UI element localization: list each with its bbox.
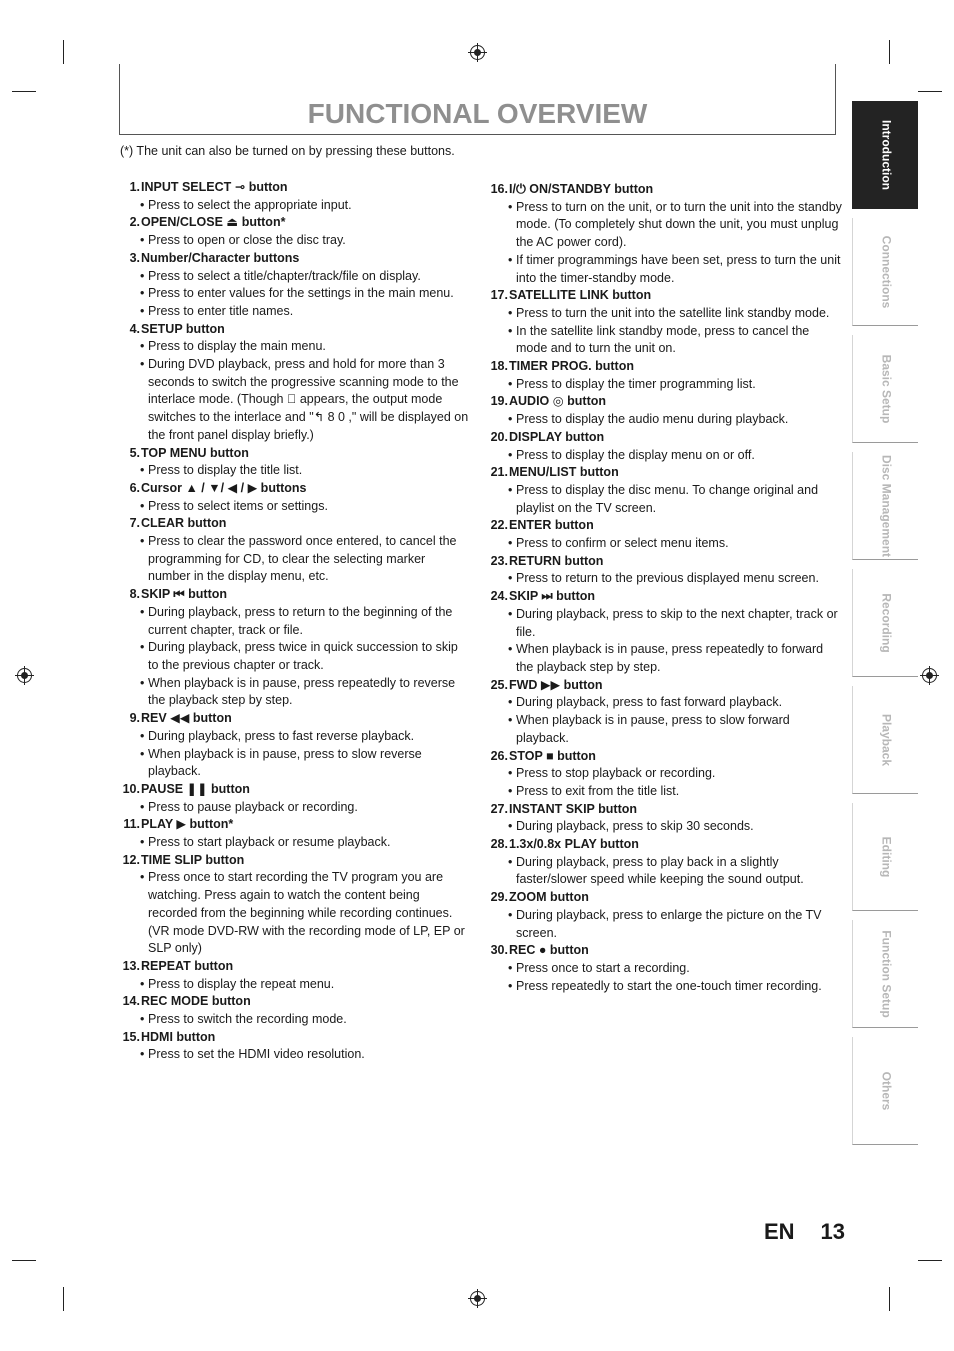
item-title: REV ◀◀ button [141, 711, 232, 726]
item-title: PLAY ▶ button* [141, 817, 234, 832]
item-title: FWD ▶▶ button [509, 677, 603, 692]
function-item-heading [119, 816, 469, 834]
item-number: 11. [123, 817, 140, 832]
item-number: 9. [129, 711, 140, 726]
function-item-heading [119, 781, 469, 799]
item-title: Number/Character buttons [141, 250, 300, 265]
function-item-heading [119, 993, 469, 1011]
crop-mark [918, 91, 942, 92]
function-item [119, 781, 469, 816]
function-item [119, 179, 469, 214]
section-tab-label: Others [879, 1071, 893, 1110]
bullet-text: • In the satellite link standby mode, press to cancel the mode and to turn the unit on. [508, 323, 842, 358]
bullet-text: • When playback is in pause, press repeatedly to forward the playback step by step. [508, 641, 842, 676]
item-title: CLEAR button [141, 516, 227, 531]
function-item-heading [119, 214, 469, 232]
item-title: INPUT SELECT ⊸ button [141, 180, 288, 194]
registration-mark-icon [17, 668, 32, 683]
item-bullets [487, 482, 842, 517]
function-item [487, 836, 842, 889]
function-item-heading [119, 710, 469, 728]
item-number: 8. [129, 587, 140, 602]
item-number: 24. [490, 589, 508, 604]
function-item-heading [487, 181, 842, 199]
item-bullets [119, 197, 469, 215]
bullet-text: • Press once to start recording the TV program you are watching. Press again to watch the content being recorded from the beginning while recording continues. (VR mode DVD-RW with the recording mode of LP, EP or SLP only) [140, 869, 469, 958]
function-item [119, 214, 469, 249]
item-title: REC ● button [509, 943, 589, 958]
section-tab [852, 101, 918, 209]
item-number: 2. [129, 215, 140, 230]
crop-mark [12, 91, 36, 92]
bullet-text: • Press to start playback or resume playback. [140, 834, 469, 852]
function-item-heading [487, 801, 842, 819]
section-tab-label: Introduction [879, 119, 893, 190]
item-bullets [119, 1046, 469, 1064]
item-bullets [119, 1011, 469, 1029]
item-bullets [487, 694, 842, 747]
bullet-text: • Press to confirm or select menu items. [508, 535, 842, 553]
item-number: 21. [490, 465, 508, 480]
title-box [119, 64, 836, 135]
item-number: 5. [129, 445, 140, 460]
function-item [487, 464, 842, 517]
bullet-text: • If timer programmings have been set, press to turn the unit into the timer-standby mode. [508, 252, 842, 287]
item-title: REC MODE button [141, 994, 251, 1009]
function-item [119, 852, 469, 958]
function-item-heading [119, 480, 469, 498]
section-tab [852, 1037, 918, 1145]
crop-mark [889, 1287, 890, 1311]
function-item [119, 250, 469, 321]
item-bullets [487, 606, 842, 677]
function-item-heading [487, 429, 842, 447]
item-number: 15. [122, 1029, 140, 1044]
function-item-heading [119, 250, 469, 268]
bullet-text: • During playback, press to fast forward playback. [508, 694, 842, 712]
item-bullets [119, 799, 469, 817]
item-bullets [119, 232, 469, 250]
bullet-text: • Press to enter values for the settings in the main menu. [140, 285, 469, 303]
crop-mark [889, 40, 890, 64]
item-bullets [487, 854, 842, 889]
section-tab-label: Editing [879, 836, 893, 877]
function-item [119, 515, 469, 586]
bullet-text: • Press to turn the unit into the satellite link standby mode. [508, 305, 842, 323]
item-title: TIMER PROG. button [509, 359, 634, 374]
item-number: 12. [122, 852, 140, 867]
item-title: MENU/LIST button [509, 465, 619, 480]
page-number: 13 [820, 1219, 845, 1244]
function-item-heading [119, 958, 469, 976]
section-tab-label: Recording [879, 592, 893, 653]
function-item-heading [487, 517, 842, 535]
bullet-text: • Press to display the timer programming list. [508, 376, 842, 394]
function-item-heading [487, 889, 842, 907]
language-label: EN [763, 1219, 795, 1244]
item-title: HDMI button [141, 1029, 216, 1044]
bullet-text: • Press to enter title names. [140, 303, 469, 321]
function-item [487, 677, 842, 748]
item-bullets [487, 376, 842, 394]
item-number: 22. [490, 518, 508, 533]
bullet-text: • During playback, press to play back in a slightly faster/slower speed while keeping the sound output. [508, 854, 842, 889]
bullet-text: • During playback, press to skip to the next chapter, track or file. [508, 606, 842, 641]
function-item [487, 889, 842, 942]
section-tabs [852, 101, 918, 1154]
item-bullets [487, 535, 842, 553]
item-title: REPEAT button [141, 958, 234, 973]
function-item [487, 801, 842, 836]
crop-mark [918, 1260, 942, 1261]
function-item [487, 553, 842, 588]
item-number: 13. [122, 958, 140, 973]
item-bullets [119, 498, 469, 516]
function-item [119, 480, 469, 515]
item-bullets [119, 268, 469, 321]
bullet-text: • Press to display the title list. [140, 462, 469, 480]
function-item [119, 586, 469, 710]
item-number: 30. [490, 943, 508, 958]
bullet-text: • During playback, press to skip 30 seconds. [508, 818, 842, 836]
function-item-heading [119, 1029, 469, 1047]
function-item-heading [487, 464, 842, 482]
item-bullets [487, 199, 842, 288]
item-bullets [119, 533, 469, 586]
right-column [487, 181, 842, 995]
bullet-text: • During playback, press twice in quick succession to skip to the previous chapter or track. [140, 639, 469, 674]
section-tab-label: Function Setup [879, 929, 893, 1018]
section-tab [852, 686, 918, 794]
item-title: ZOOM button [509, 890, 589, 905]
bullet-text: • Press to display the disc menu. To change original and playlist on the TV screen. [508, 482, 842, 517]
section-tab [852, 920, 918, 1028]
bullet-text: • Press repeatedly to start the one-touch timer recording. [508, 978, 842, 996]
bullet-text: • Press to switch the recording mode. [140, 1011, 469, 1029]
item-title: OPEN/CLOSE ⏏ button* [141, 215, 286, 230]
function-item-heading [119, 445, 469, 463]
function-item-heading [487, 553, 842, 571]
function-item [119, 958, 469, 993]
registration-mark-icon [922, 668, 937, 683]
bullet-text: • Press to stop playback or recording. [508, 765, 842, 783]
function-item-heading [119, 586, 469, 604]
bullet-text: • Press to display the display menu on or off. [508, 447, 842, 465]
section-tab-label: Disc Management [879, 454, 893, 557]
item-number: 27. [490, 801, 508, 816]
item-title: PAUSE ❚❚ button [141, 781, 250, 796]
section-tab-label: Basic Setup [879, 354, 893, 423]
section-tab-label: Playback [879, 713, 893, 766]
bullet-text: • When playback is in pause, press repeatedly to reverse the playback step by step. [140, 675, 469, 710]
item-number: 25. [490, 677, 508, 692]
section-tab [852, 803, 918, 911]
item-number: 10. [122, 781, 140, 796]
bullet-text: • Press to select the appropriate input. [140, 197, 469, 215]
item-bullets [119, 728, 469, 781]
item-title: SETUP button [141, 321, 225, 336]
item-title: STOP ■ button [509, 748, 596, 763]
item-number: 23. [490, 553, 508, 568]
item-number: 6. [129, 480, 140, 495]
item-bullets [487, 818, 842, 836]
function-item-heading [487, 836, 842, 854]
bullet-text: • Press to clear the password once entered, to cancel the programming for CD, to clear the selecting marker number in the display menu, etc. [140, 533, 469, 586]
function-item [487, 181, 842, 287]
item-bullets [119, 462, 469, 480]
bullet-text: • Press to set the HDMI video resolution. [140, 1046, 469, 1064]
item-number: 18. [490, 359, 508, 374]
registration-mark-icon [470, 45, 485, 60]
item-number: 16. [490, 182, 508, 196]
bullet-text: • Press to display the main menu. [140, 338, 469, 356]
bullet-text: • Press to return to the previous displayed menu screen. [508, 570, 842, 588]
page-title: FUNCTIONAL OVERVIEW [307, 98, 648, 129]
bullet-text: • Press to select a title/chapter/track/file on display. [140, 268, 469, 286]
item-number: 20. [490, 429, 508, 444]
item-title: SATELLITE LINK button [509, 288, 652, 303]
item-number: 19. [490, 394, 508, 409]
item-title: I/⏻ ON/STANDBY button [509, 182, 654, 196]
item-number: 14. [122, 994, 140, 1009]
function-item [487, 942, 842, 995]
item-bullets [487, 447, 842, 465]
bullet-text: • Press to pause playback or recording. [140, 799, 469, 817]
function-item-heading [487, 287, 842, 305]
item-title: Cursor ▲ / ▼/ ◀ / ▶ buttons [141, 480, 307, 495]
registration-mark-icon [470, 1291, 485, 1306]
section-tab [852, 335, 918, 443]
bullet-text: • Press to select items or settings. [140, 498, 469, 516]
function-item [487, 748, 842, 801]
item-title: SKIP ⏭ button [509, 589, 596, 604]
crop-mark [63, 1287, 64, 1311]
crop-mark [12, 1260, 36, 1261]
item-number: 7. [129, 516, 140, 531]
bullet-text: • During playback, press to enlarge the picture on the TV screen. [508, 907, 842, 942]
function-item-heading [487, 588, 842, 606]
item-title: AUDIO ◎ button [509, 394, 606, 409]
function-item-heading [487, 942, 842, 960]
item-number: 26. [490, 748, 508, 763]
page-footer [764, 1219, 845, 1245]
item-number: 4. [129, 321, 140, 336]
item-title: DISPLAY button [509, 429, 605, 444]
item-title: 1.3x/0.8x PLAY button [509, 837, 639, 852]
section-tab [852, 452, 918, 560]
bullet-text: • When playback is in pause, press to slow reverse playback. [140, 746, 469, 781]
item-bullets [487, 411, 842, 429]
item-bullets [487, 960, 842, 995]
function-item [119, 710, 469, 781]
function-item [487, 517, 842, 552]
function-item [119, 993, 469, 1028]
power-on-note: (*) The unit can also be turned on by pressing these buttons. [120, 144, 455, 158]
crop-mark [63, 40, 64, 64]
item-bullets [487, 907, 842, 942]
item-title: SKIP ⏮ button [141, 587, 228, 602]
item-bullets [119, 869, 469, 958]
item-title: INSTANT SKIP button [509, 801, 637, 816]
function-item [119, 321, 469, 445]
left-column [119, 179, 469, 1064]
bullet-text: • Press to display the repeat menu. [140, 976, 469, 994]
item-bullets [119, 834, 469, 852]
item-number: 17. [490, 288, 508, 303]
item-title: TIME SLIP button [141, 852, 245, 867]
function-item-heading [487, 748, 842, 766]
function-item [487, 429, 842, 464]
section-tab [852, 569, 918, 677]
item-number: 28. [490, 837, 508, 852]
function-item-heading [487, 393, 842, 411]
item-bullets [487, 305, 842, 358]
function-item [487, 393, 842, 428]
bullet-text: • Press to display the audio menu during playback. [508, 411, 842, 429]
section-tab-label: Connections [879, 235, 893, 308]
function-item [119, 1029, 469, 1064]
function-item-heading [487, 677, 842, 695]
function-item [119, 445, 469, 480]
function-item-heading [119, 179, 469, 197]
item-number: 3. [129, 250, 140, 265]
item-bullets [119, 338, 469, 444]
function-item-heading [487, 358, 842, 376]
item-bullets [487, 765, 842, 800]
function-item-heading [119, 852, 469, 870]
function-item [119, 816, 469, 851]
bullet-text: • During DVD playback, press and hold for more than 3 seconds to switch the progressive scanning mode to the interlace mode. (Though ⃠ appears, the output mode switches to the interlace and "↰ 8 0 ," will be displayed on the front panel display briefly.) [140, 356, 469, 445]
bullet-text: • When playback is in pause, press to slow forward playback. [508, 712, 842, 747]
function-item [487, 588, 842, 677]
item-bullets [119, 604, 469, 710]
bullet-text: • Press once to start a recording. [508, 960, 842, 978]
bullet-text: • Press to open or close the disc tray. [140, 232, 469, 250]
function-item-heading [119, 321, 469, 339]
function-item-heading [119, 515, 469, 533]
item-title: RETURN button [509, 553, 604, 568]
item-number: 29. [490, 890, 508, 905]
item-title: TOP MENU button [141, 445, 249, 460]
section-tab [852, 218, 918, 326]
item-bullets [487, 570, 842, 588]
bullet-text: • Press to turn on the unit, or to turn the unit into the standby mode. (To completely shut down the unit, you must unplug the AC power cord). [508, 199, 842, 252]
bullet-text: • During playback, press to fast reverse playback. [140, 728, 469, 746]
item-number: 1. [129, 180, 140, 194]
function-item [487, 287, 842, 358]
bullet-text: • During playback, press to return to the beginning of the current chapter, track or file. [140, 604, 469, 639]
item-title: ENTER button [509, 518, 594, 533]
item-bullets [119, 976, 469, 994]
bullet-text: • Press to exit from the title list. [508, 783, 842, 801]
function-item [487, 358, 842, 393]
